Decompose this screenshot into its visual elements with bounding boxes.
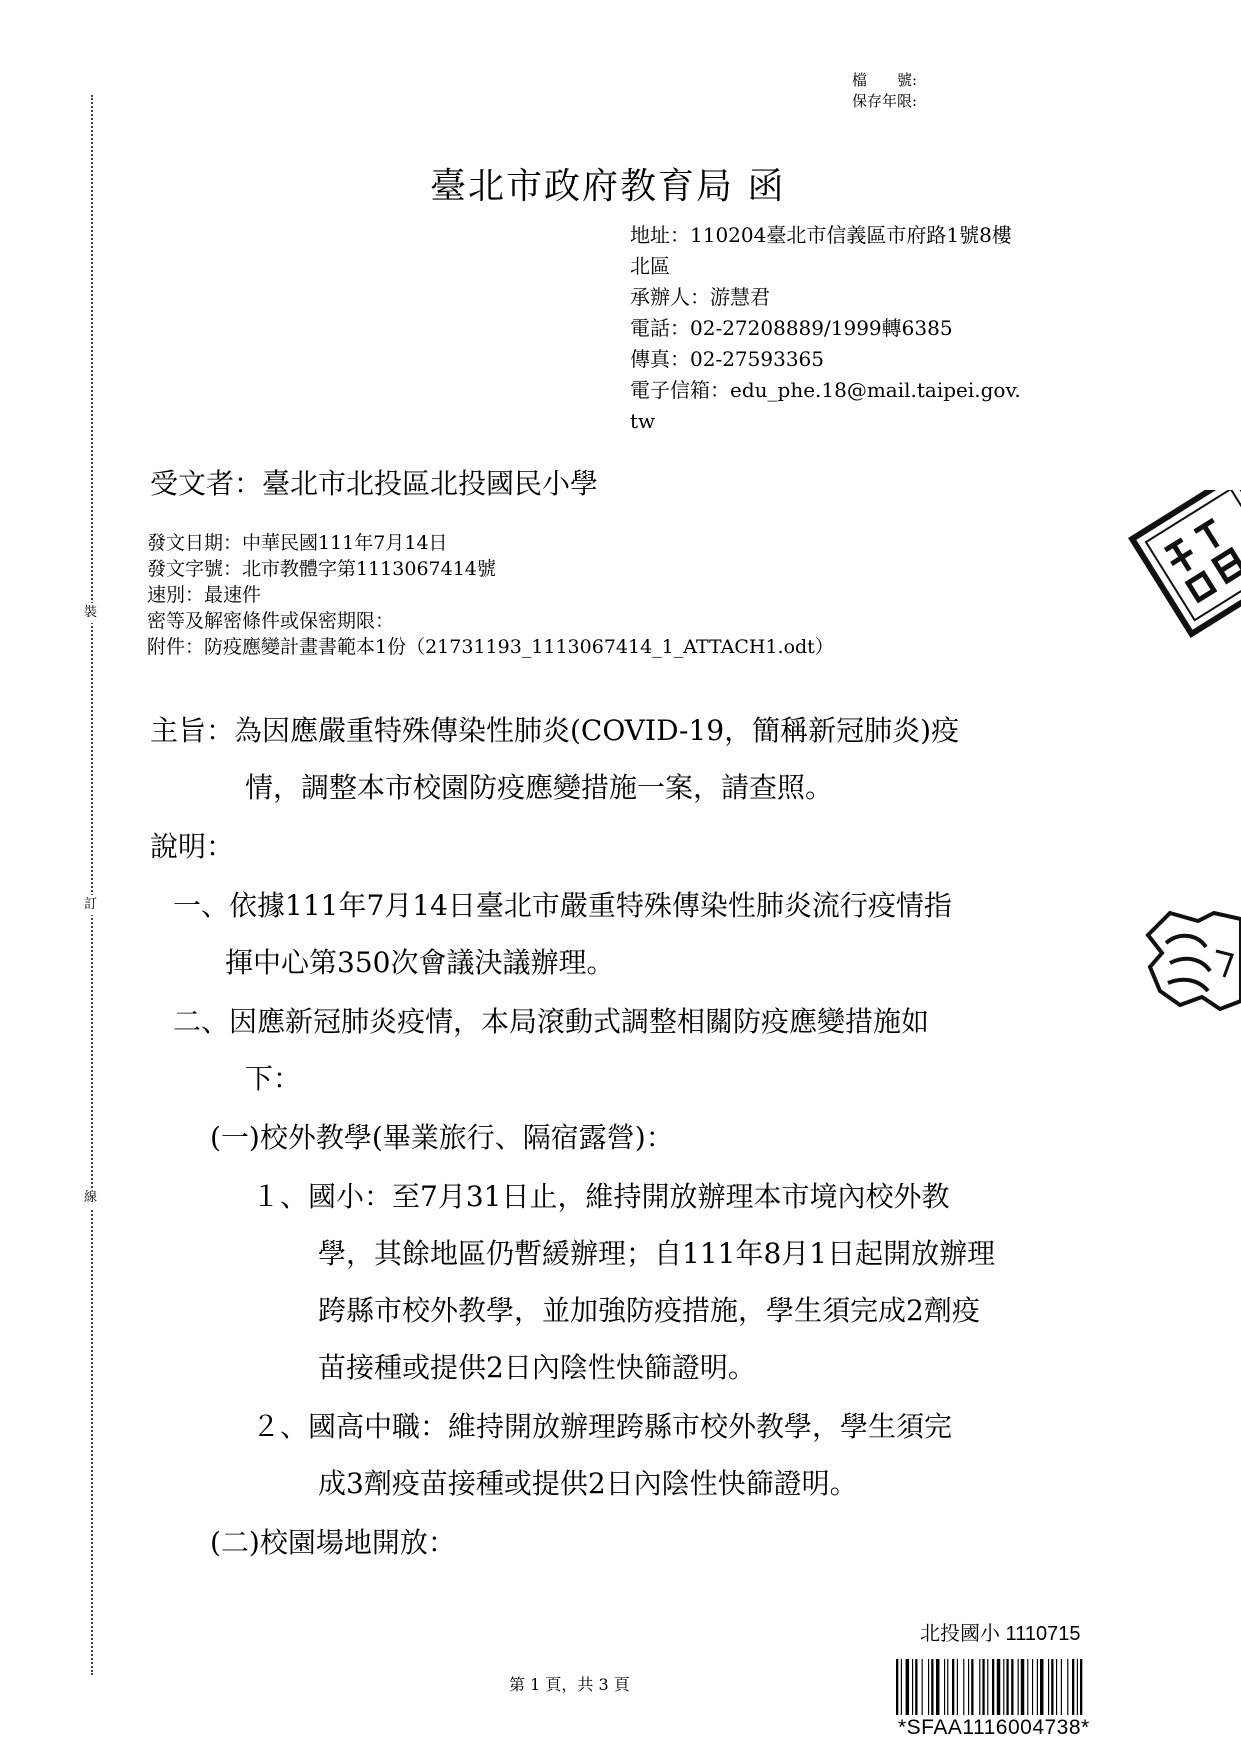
- binding-char-zhuang: 裝: [84, 603, 97, 623]
- archive-retention: 保存年限:: [852, 92, 918, 110]
- barcode-code: *SFAA1116004738*: [898, 1716, 1090, 1739]
- item2-line2: 下：: [245, 1062, 302, 1095]
- sub1-2-line2: 成3劑疫苗接種或提供2日內陰性快篩證明。: [318, 1467, 858, 1500]
- recipient: 受文者：臺北市北投區北投國民小學: [150, 467, 599, 500]
- item2-line1: 二、因應新冠肺炎疫情，本局滾動式調整相關防疫應變措施如: [173, 1005, 930, 1038]
- contact-email-line2: tw: [630, 409, 656, 433]
- issue-number: 發文字號：北市教體字第1113067414號: [147, 558, 496, 580]
- contact-address-line2: 北區: [630, 254, 670, 278]
- sub2-heading: (二)校園場地開放：: [210, 1526, 456, 1559]
- contact-fax: 傳真：02-27593365: [630, 347, 825, 371]
- item1-line2: 揮中心第350次會議決議辦理。: [225, 946, 615, 979]
- issue-date: 發文日期：中華民國111年7月14日: [147, 532, 448, 554]
- secrecy-level: 密等及解密條件或保密期限：: [147, 610, 395, 632]
- sub1-1-line4: 苗接種或提供2日內陰性快篩證明。: [318, 1351, 756, 1384]
- tracking-label: 北投國小 1110715: [920, 1623, 1081, 1645]
- official-seal-stamp: [1118, 490, 1241, 640]
- item1-line1: 一、依據111年7月14日臺北市嚴重特殊傳染性肺炎流行疫情指: [173, 889, 952, 922]
- document-meta: [147, 530, 834, 660]
- page-number: 第 1 頁，共 3 頁: [509, 1675, 630, 1694]
- contact-phone: 電話：02-27208889/1999轉6385: [630, 316, 953, 340]
- binding-char-xian: 線: [84, 1188, 97, 1208]
- contact-block: [630, 220, 1080, 437]
- delivery-speed: 速別：最速件: [147, 584, 262, 606]
- document-title: 臺北市政府教育局 函: [430, 166, 786, 207]
- subject-line2: 情，調整本市校園防疫應變措施一案，請查照。: [245, 771, 834, 804]
- contact-email-line1: 電子信箱：edu_phe.18@mail.taipei.gov.: [630, 378, 1021, 402]
- contact-handler: 承辦人：游慧君: [630, 285, 770, 309]
- barcode-graphic: [896, 1659, 1140, 1715]
- archive-file-number: 檔 號:: [852, 71, 918, 89]
- sub1-1-line1: １、國小：至7月31日止，維持開放辦理本市境內校外教: [252, 1180, 950, 1213]
- subject-line1: 主旨：為因應嚴重特殊傳染性肺炎(COVID-19，簡稱新冠肺炎)疫: [150, 714, 960, 747]
- binding-margin-line: [91, 95, 93, 1675]
- attachment: 附件：防疫應變計畫書範本1份（21731193_1113067414_1_ATTACH1.odt）: [147, 636, 834, 658]
- contact-address-line1: 地址：110204臺北市信義區市府路1號8樓: [630, 223, 1012, 247]
- sub1-2-line1: ２、國高中職：維持開放辦理跨縣市校外教學，學生須完: [252, 1410, 953, 1443]
- sub1-1-line2: 學，其餘地區仍暫緩辦理；自111年8月1日起開放辦理: [318, 1237, 996, 1270]
- sub1-1-line3: 跨縣市校外教學，並加強防疫措施，學生須完成2劑疫: [318, 1294, 980, 1327]
- explanation-label: 說明：: [150, 830, 235, 863]
- decorative-stamp-mark: [1140, 905, 1241, 1015]
- binding-char-ding: 訂: [84, 895, 97, 915]
- sub1-heading: (一)校外教學(畢業旅行、隔宿露營)：: [210, 1121, 674, 1154]
